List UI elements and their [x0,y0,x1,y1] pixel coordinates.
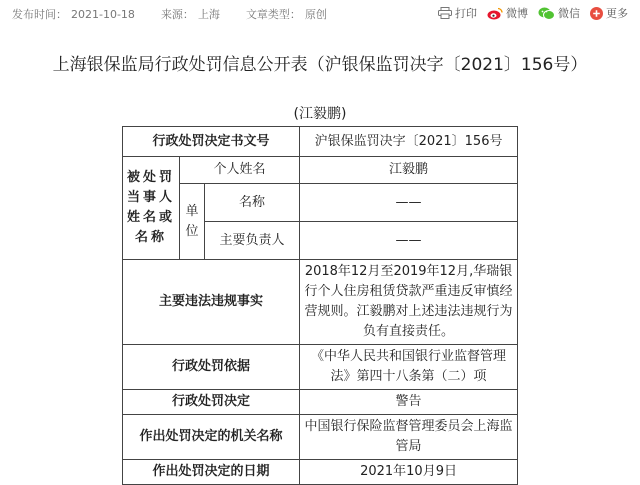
leader-value: —— [300,222,518,260]
article-meta [12,6,331,22]
more-label: 更多 [606,7,628,20]
wechat-icon [538,7,555,20]
more-share-button[interactable] [590,5,628,21]
table-row [123,390,518,415]
page-title: 上海银保监局行政处罚信息公开表（沪银保监罚决字〔2021〕156号） [52,55,588,75]
unit-label: 单位 [180,184,205,260]
leader-label: 主要负责人 [205,222,300,260]
table-row [123,157,518,184]
share-toolbar [438,5,628,21]
penalty-info-table [122,126,518,485]
print-button[interactable] [438,5,477,21]
publish-date: 2021-10-18 [71,8,135,21]
source-label: 来源： [160,8,194,21]
printer-icon [438,7,452,19]
name-label: 名称 [205,184,300,222]
article-meta-bar [0,0,640,26]
person-label: 个人姓名 [180,157,300,184]
table-row [123,127,518,157]
publish-label: 发布时间： [12,8,67,21]
weibo-label: 微博 [506,7,528,20]
table-row [123,415,518,460]
subject-name: (江毅鹏) [293,106,347,122]
table-row [123,260,518,345]
decision-text: 警告 [300,390,518,415]
type-label: 文章类型： [245,8,301,21]
basis-label: 行政处罚依据 [123,345,300,390]
wechat-label: 微信 [558,7,580,20]
authority-label: 作出处罚决定的机关名称 [123,415,300,460]
source-value: 上海 [197,8,220,21]
date-text: 2021年10月9日 [300,460,518,485]
name-value: —— [300,184,518,222]
violation-text: 2018年12月至2019年12月,华瑞银行个人住房租赁贷款严重违反审慎经营规则。江毅鹏对上述违法违规行为负有直接责任。 [300,260,518,345]
type-value: 原创 [304,8,327,21]
person-name: 江毅鹏 [300,157,518,184]
wechat-share-button[interactable] [538,5,580,21]
party-label: 被处罚当事人姓名或名称 [123,157,180,260]
weibo-share-button[interactable] [487,5,528,21]
table-row [123,460,518,485]
violation-label: 主要违法违规事实 [123,260,300,345]
basis-text: 《中华人民共和国银行业监督管理法》第四十八条第（二）项 [300,345,518,390]
print-label: 打印 [455,7,477,20]
doc-no-label: 行政处罚决定书文号 [123,127,300,157]
weibo-icon [487,7,503,20]
date-label: 作出处罚决定的日期 [123,460,300,485]
table-row [123,184,518,222]
authority-text: 中国银行保险监督管理委员会上海监管局 [300,415,518,460]
decision-label: 行政处罚决定 [123,390,300,415]
doc-no-value: 沪银保监罚决字〔2021〕156号 [300,127,518,157]
plus-circle-icon [590,7,603,20]
table-row [123,345,518,390]
